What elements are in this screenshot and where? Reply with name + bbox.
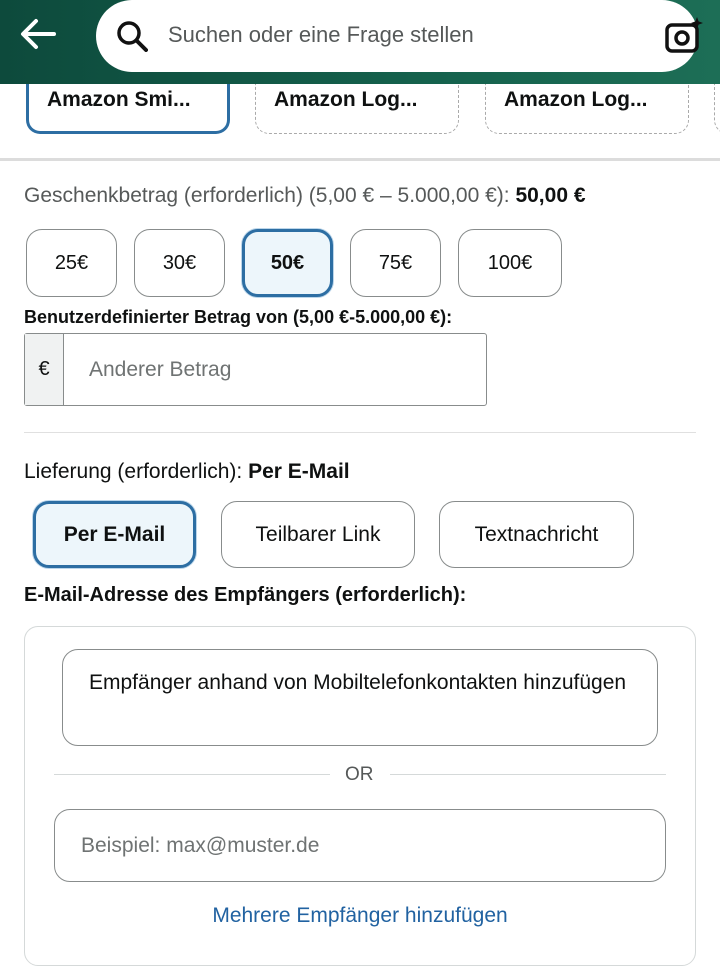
amount-option-100[interactable]: 100€ bbox=[458, 229, 562, 297]
camera-search-icon[interactable] bbox=[664, 16, 704, 56]
section-divider bbox=[0, 158, 720, 161]
or-divider-left bbox=[54, 774, 330, 775]
design-card[interactable]: Amazon Log... bbox=[255, 84, 459, 134]
design-card-carousel bbox=[0, 84, 720, 160]
recipient-email-input[interactable]: Beispiel: max@muster.de bbox=[81, 834, 320, 857]
search-icon bbox=[116, 20, 148, 52]
currency-prefix: € bbox=[25, 334, 64, 405]
search-input[interactable]: Suchen oder eine Frage stellen bbox=[168, 22, 474, 47]
custom-amount-field[interactable] bbox=[24, 333, 487, 406]
divider bbox=[24, 432, 696, 433]
recipient-email-label: E-Mail-Adresse des Empfängers (erforderlich): bbox=[24, 584, 467, 606]
delivery-selected-value: Per E-Mail bbox=[248, 460, 350, 483]
design-card[interactable]: Amazon Smi... bbox=[26, 84, 230, 134]
amount-option-30[interactable]: 30€ bbox=[134, 229, 225, 297]
amount-label-text: Geschenkbetrag (erforderlich) (5,00 € – 5.000,00 €): bbox=[24, 184, 510, 207]
add-multiple-recipients-link[interactable]: Mehrere Empfänger hinzufügen bbox=[212, 904, 508, 927]
add-from-contacts-button[interactable]: Empfänger anhand von Mobiltelefonkontakten hinzufügen bbox=[62, 649, 658, 746]
back-arrow-icon[interactable] bbox=[18, 16, 58, 52]
delivery-option-email[interactable]: Per E-Mail bbox=[33, 501, 196, 568]
or-divider-text: OR bbox=[345, 764, 374, 785]
or-divider-right bbox=[390, 774, 666, 775]
search-bar[interactable] bbox=[96, 0, 698, 72]
amount-option-50[interactable]: 50€ bbox=[242, 229, 333, 297]
delivery-option-sms[interactable]: Textnachricht bbox=[439, 501, 634, 568]
design-card[interactable] bbox=[714, 84, 720, 134]
custom-amount-input[interactable]: Anderer Betrag bbox=[89, 358, 232, 381]
amount-option-25[interactable]: 25€ bbox=[26, 229, 117, 297]
delivery-label-text: Lieferung (erforderlich): bbox=[24, 460, 243, 483]
delivery-label bbox=[24, 460, 350, 484]
custom-amount-label: Benutzerdefinierter Betrag von (5,00 €-5.000,00 €): bbox=[24, 307, 453, 327]
top-header bbox=[0, 0, 720, 84]
delivery-option-link[interactable]: Teilbarer Link bbox=[221, 501, 415, 568]
amount-label bbox=[24, 184, 586, 208]
amount-selected-value: 50,00 € bbox=[515, 184, 586, 207]
amount-option-75[interactable]: 75€ bbox=[350, 229, 441, 297]
recipient-email-field[interactable] bbox=[54, 809, 666, 882]
design-card[interactable]: Amazon Log... bbox=[485, 84, 689, 134]
